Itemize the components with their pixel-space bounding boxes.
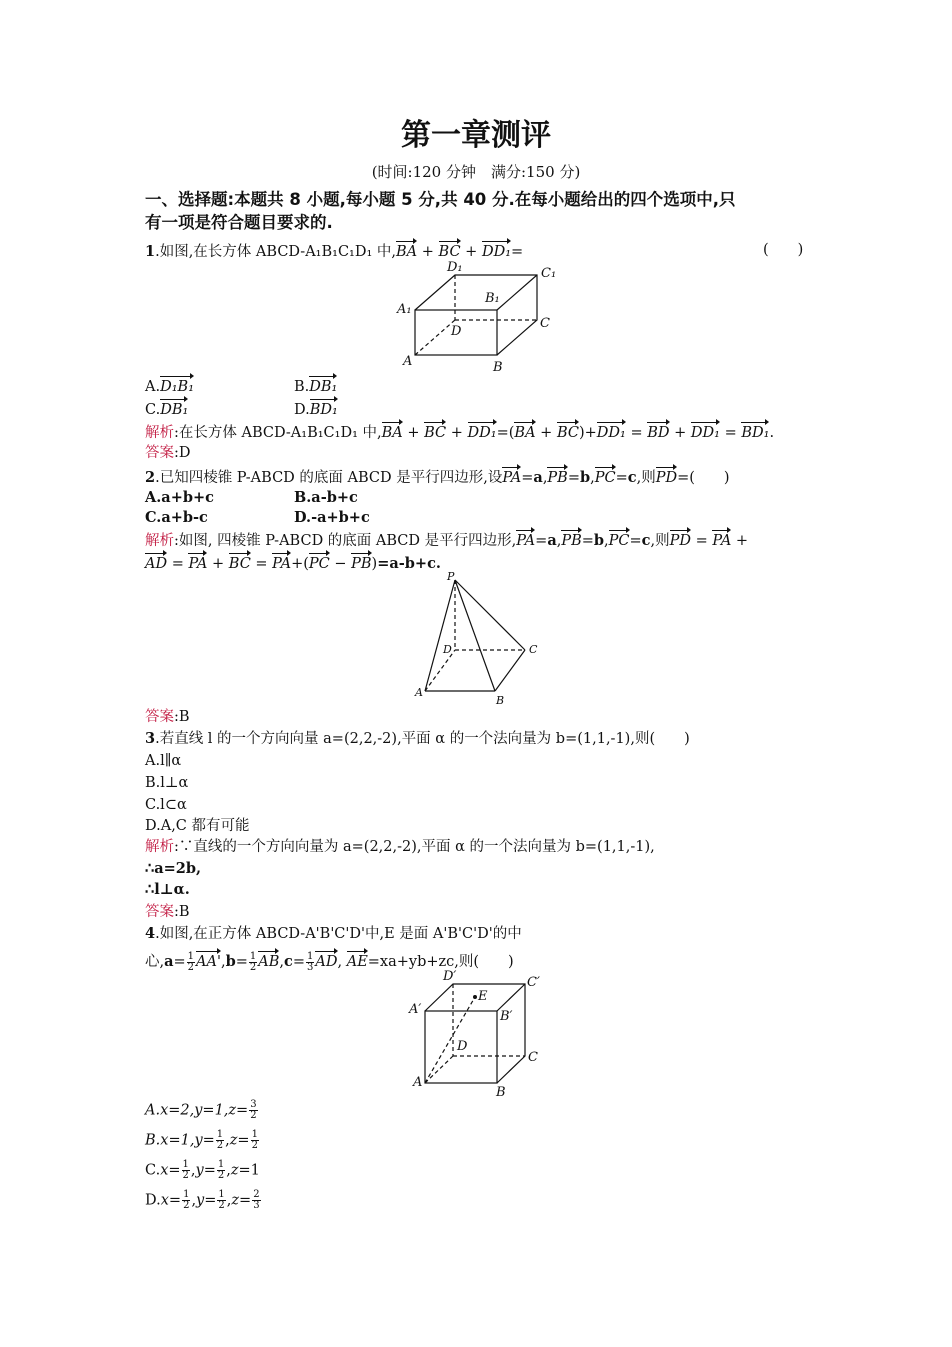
label-b: B xyxy=(496,1085,506,1098)
label-c: C xyxy=(529,643,538,656)
q2-answer: 答案:B xyxy=(145,709,190,725)
label-b1: B₁ xyxy=(485,291,500,306)
q2-option-b: B.a-b+c xyxy=(294,489,358,506)
label-d-prime: D′ xyxy=(443,969,457,984)
q3-option-b: B.l⊥α xyxy=(145,775,189,791)
q2-stem: 2.已知四棱锥 P-ABCD 的底面 ABCD 是平行四边形,设PA=a,PB=b,PC=c,则PD=( ) xyxy=(145,466,730,488)
q4-option-a: A.x=2,y=1,z= $\frac{3}{2}$ xyxy=(145,1099,257,1121)
label-c: C xyxy=(540,316,550,331)
vector: DB₁ xyxy=(309,375,337,397)
q1-option-b: B.DB₁ xyxy=(294,375,337,397)
q1-answer-paren: ( ) xyxy=(763,242,804,258)
label-a-prime: A′ xyxy=(409,1002,422,1017)
label-a: A xyxy=(413,1075,423,1090)
q1-option-c: C.DB₁ xyxy=(145,398,188,420)
label-c1: C₁ xyxy=(541,266,557,281)
q4-option-c: C.x= $\frac{1}{2}$ ,y= $\frac{1}{2}$ ,z=1 xyxy=(145,1159,260,1181)
q2-pyramid-figure xyxy=(410,568,550,708)
vector: D₁B₁ xyxy=(160,375,194,397)
label-d: D xyxy=(443,643,452,656)
label-a: A xyxy=(415,686,423,699)
q1-option-a: A.D₁B₁ xyxy=(145,375,194,397)
label-a: A xyxy=(403,354,413,369)
label-d: D xyxy=(457,1039,468,1054)
q2-option-d: D.-a+b+c xyxy=(294,509,370,526)
q3-step1: ∴a=2b, xyxy=(145,860,202,877)
vector: DB₁ xyxy=(160,398,188,420)
q3-step2: ∴l⊥α. xyxy=(145,881,190,898)
label-p: P xyxy=(447,570,455,583)
vector: BC xyxy=(439,240,461,262)
q3-option-d: D.A,C 都有可能 xyxy=(145,818,250,834)
label-c: C xyxy=(528,1050,538,1065)
q1-cuboid-figure xyxy=(395,255,565,375)
vector: DD₁ xyxy=(482,240,511,262)
section-heading-line1: 一、选择题:本题共 8 小题,每小题 5 分,共 40 分.在每小题给出的四个选项中,只 xyxy=(145,190,736,209)
point-e xyxy=(473,995,477,999)
q3-answer: 答案:B xyxy=(145,904,190,920)
q3-option-a: A.l∥α xyxy=(145,753,182,769)
label-a1: A₁ xyxy=(397,302,412,317)
q4-stem-line2: 心,a= $\frac{1}{2}$ AA',b= $\frac{1}{2}$ AB,c= $\frac{1}{3}$ AD, AE=xa+yb+zc,则( ) xyxy=(145,950,514,973)
q2-option-c: C.a+b-c xyxy=(145,509,208,526)
q1-answer: 答案:D xyxy=(145,445,191,461)
q4-option-d: D.x= $\frac{1}{2}$ ,y= $\frac{1}{2}$ ,z= $\frac{2}{3}$ xyxy=(145,1189,260,1211)
q1-analysis: 解析:在长方体 ABCD-A₁B₁C₁D₁ 中,BA + BC + DD₁=(BA + BC)+DD₁ = BD + DD₁ = BD₁. xyxy=(145,421,774,443)
q3-option-c: C.l⊂α xyxy=(145,797,187,813)
label-d: D xyxy=(451,324,462,339)
label-d1: D₁ xyxy=(447,260,463,275)
page-title: 第一章测评 xyxy=(401,118,551,153)
q2-analysis-line1: 解析:如图, 四棱锥 P-ABCD 的底面 ABCD 是平行四边形,PA=a,PB=b,PC=c,则PD = PA + xyxy=(145,529,748,551)
q3-analysis: 解析:∵直线的一个方向向量为 a=(2,2,-2),平面 α 的一个法向量为 b=(1,1,-1), xyxy=(145,839,655,855)
q3-stem: 3.若直线 l 的一个方向向量 a=(2,2,-2),平面 α 的一个法向量为 b=(1,1,-1),则( ) xyxy=(145,730,690,747)
label-b-prime: B′ xyxy=(500,1009,513,1024)
page-subtitle: (时间:120 分钟 满分:150 分) xyxy=(371,163,581,181)
label-c-prime: C′ xyxy=(527,975,540,990)
q2-analysis-line2: AD = PA + BC = PA+(PC − PB)=a-b+c. xyxy=(145,552,441,574)
q2-option-a: A.a+b+c xyxy=(145,489,214,506)
label-b: B xyxy=(496,694,505,707)
label-b: B xyxy=(493,360,503,375)
label-e: E xyxy=(478,989,488,1004)
q1-option-d: D.BD₁ xyxy=(294,398,338,420)
section-heading-line2: 有一项是符合题目要求的. xyxy=(145,213,333,232)
q4-cube-figure xyxy=(405,966,565,1098)
q4-option-b: B.x=1,y= $\frac{1}{2}$ ,z= $\frac{1}{2}$ xyxy=(145,1129,258,1151)
q4-stem: 4.如图,在正方体 ABCD-A'B'C'D'中,E 是面 A'B'C'D'的中 xyxy=(145,925,522,942)
q1-stem: 1.如图,在长方体 ABCD-A₁B₁C₁D₁ 中,BA + BC + DD₁= xyxy=(145,240,523,262)
vector: BD₁ xyxy=(310,398,338,420)
vector: BA xyxy=(396,240,417,262)
